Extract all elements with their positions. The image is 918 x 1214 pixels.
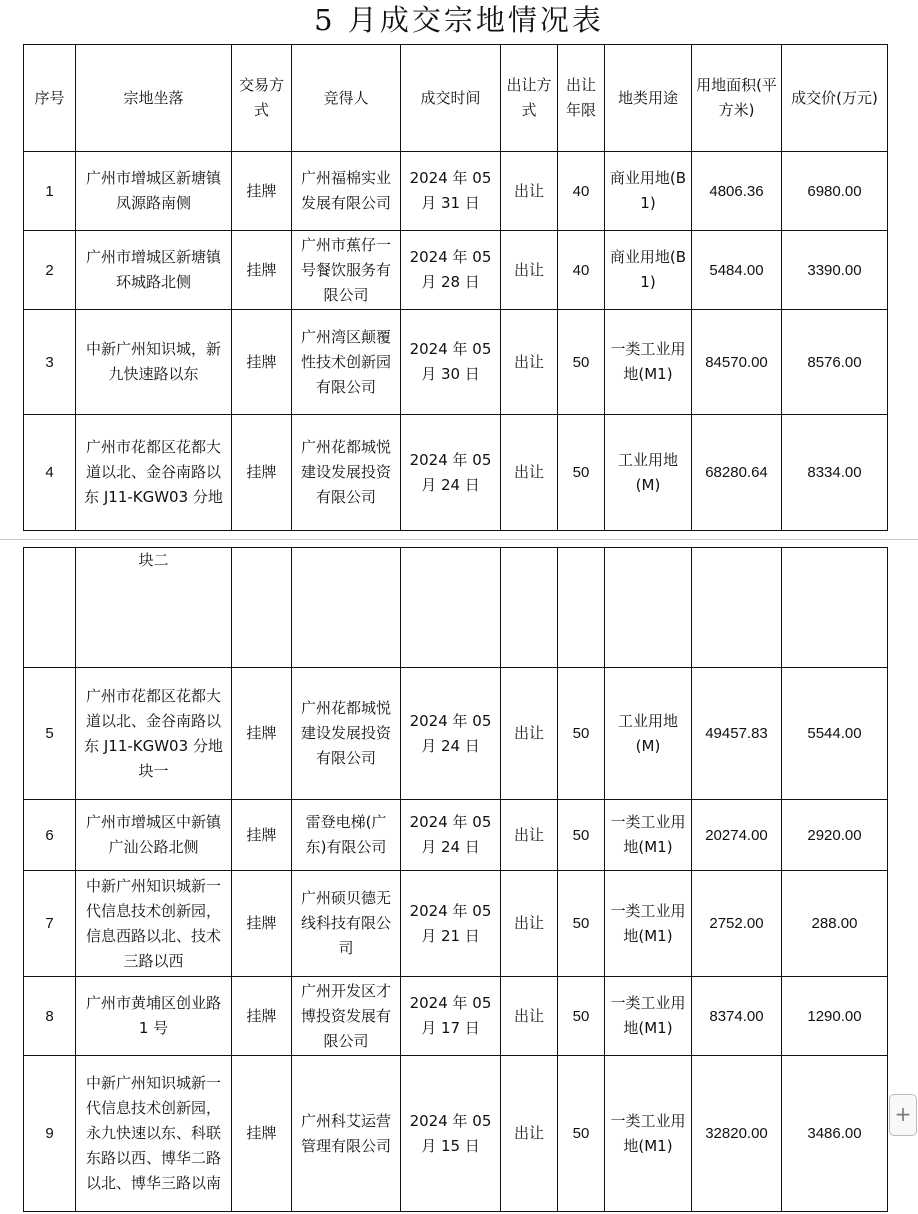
cell-trade: 挂牌	[232, 977, 292, 1056]
header-years: 出让年限	[558, 45, 605, 152]
cell-time: 2024 年 05 月 17 日	[401, 977, 501, 1056]
cell-bidder: 广州硕贝德无线科技有限公司	[292, 871, 401, 977]
cell-transfer: 出让	[501, 668, 558, 800]
cell-area: 5484.00	[692, 231, 782, 310]
cell-location: 广州市增城区新塘镇凤源路南侧	[76, 152, 232, 231]
cell-bidder: 广州花都城悦建设发展投资有限公司	[292, 415, 401, 531]
table-row	[24, 977, 888, 1056]
cell-empty	[232, 548, 292, 668]
table-row	[24, 1056, 888, 1212]
cell-years: 50	[558, 1056, 605, 1212]
cell-price: 8576.00	[782, 310, 888, 415]
table-row	[24, 668, 888, 800]
cell-seq: 9	[24, 1056, 76, 1212]
cell-price: 2920.00	[782, 800, 888, 871]
cell-seq: 4	[24, 415, 76, 531]
cell-seq: 6	[24, 800, 76, 871]
cell-trade: 挂牌	[232, 310, 292, 415]
cell-empty	[401, 548, 501, 668]
page-title: 5 月成交宗地情况表	[314, 3, 604, 37]
cell-transfer: 出让	[501, 800, 558, 871]
cell-usage: 一类工业用地(M1)	[605, 310, 692, 415]
cell-usage: 一类工业用地(M1)	[605, 977, 692, 1056]
cell-bidder: 广州市蕉仔一号餐饮服务有限公司	[292, 231, 401, 310]
cell-price: 5544.00	[782, 668, 888, 800]
cell-usage: 工业用地(M)	[605, 668, 692, 800]
cell-price: 6980.00	[782, 152, 888, 231]
cell-transfer: 出让	[501, 310, 558, 415]
table-row	[24, 871, 888, 977]
cell-location: 中新广州知识城新一代信息技术创新园，永九快速以东、科联东路以西、博华二路以北、博华三路以南	[76, 1056, 232, 1212]
cell-years: 50	[558, 310, 605, 415]
header-area: 用地面积(平方米)	[692, 45, 782, 152]
cell-area: 8374.00	[692, 977, 782, 1056]
cell-trade: 挂牌	[232, 231, 292, 310]
cell-bidder: 广州湾区颠覆性技术创新园有限公司	[292, 310, 401, 415]
cell-empty	[692, 548, 782, 668]
header-time: 成交时间	[401, 45, 501, 152]
land-deal-table-page2	[23, 547, 888, 1212]
cell-time: 2024 年 05 月 21 日	[401, 871, 501, 977]
cell-transfer: 出让	[501, 1056, 558, 1212]
cell-bidder: 广州花都城悦建设发展投资有限公司	[292, 668, 401, 800]
header-seq: 序号	[24, 45, 76, 152]
cell-time: 2024 年 05 月 30 日	[401, 310, 501, 415]
cell-price: 1290.00	[782, 977, 888, 1056]
cell-seq: 1	[24, 152, 76, 231]
header-price: 成交价(万元)	[782, 45, 888, 152]
cell-years: 50	[558, 415, 605, 531]
cell-seq: 8	[24, 977, 76, 1056]
cell-years: 50	[558, 977, 605, 1056]
cell-location: 广州市花都区花都大道以北、金谷南路以东 J11-KGW03 分地	[76, 415, 232, 531]
header-trade: 交易方式	[232, 45, 292, 152]
cell-empty	[292, 548, 401, 668]
cell-trade: 挂牌	[232, 871, 292, 977]
page-break-line	[0, 539, 918, 540]
cell-usage: 工业用地(M)	[605, 415, 692, 531]
cell-transfer: 出让	[501, 871, 558, 977]
cell-area: 68280.64	[692, 415, 782, 531]
cell-transfer: 出让	[501, 231, 558, 310]
cell-empty	[24, 548, 76, 668]
cell-usage: 一类工业用地(M1)	[605, 1056, 692, 1212]
header-location: 宗地坐落	[76, 45, 232, 152]
cell-area: 2752.00	[692, 871, 782, 977]
cell-usage: 商业用地(B1)	[605, 152, 692, 231]
cell-empty	[501, 548, 558, 668]
cell-location: 中新广州知识城新一代信息技术创新园，信息西路以北、技术三路以西	[76, 871, 232, 977]
cell-location: 广州市增城区新塘镇环城路北侧	[76, 231, 232, 310]
cell-bidder: 广州福棉实业发展有限公司	[292, 152, 401, 231]
cell-empty	[782, 548, 888, 668]
cell-trade: 挂牌	[232, 1056, 292, 1212]
cell-empty	[558, 548, 605, 668]
cell-trade: 挂牌	[232, 800, 292, 871]
cell-area: 4806.36	[692, 152, 782, 231]
land-deal-table-page1	[23, 44, 888, 531]
cell-trade: 挂牌	[232, 668, 292, 800]
cell-seq: 3	[24, 310, 76, 415]
cell-time: 2024 年 05 月 31 日	[401, 152, 501, 231]
cell-years: 50	[558, 800, 605, 871]
cell-trade: 挂牌	[232, 415, 292, 531]
cell-seq: 7	[24, 871, 76, 977]
cell-bidder: 雷登电梯(广东)有限公司	[292, 800, 401, 871]
table-row	[24, 415, 888, 531]
header-bidder: 竞得人	[292, 45, 401, 152]
cell-area: 84570.00	[692, 310, 782, 415]
table-row-continuation	[24, 548, 888, 668]
cell-trade: 挂牌	[232, 152, 292, 231]
cell-transfer: 出让	[501, 152, 558, 231]
cell-time: 2024 年 05 月 15 日	[401, 1056, 501, 1212]
cell-area: 20274.00	[692, 800, 782, 871]
header-transfer: 出让方式	[501, 45, 558, 152]
cell-price: 288.00	[782, 871, 888, 977]
cell-area: 49457.83	[692, 668, 782, 800]
cell-seq: 5	[24, 668, 76, 800]
cell-years: 40	[558, 152, 605, 231]
cell-bidder: 广州科艾运营管理有限公司	[292, 1056, 401, 1212]
cell-price: 3390.00	[782, 231, 888, 310]
cell-location: 广州市黄埔区创业路 1 号	[76, 977, 232, 1056]
table-header-row	[24, 45, 888, 152]
cell-usage: 一类工业用地(M1)	[605, 871, 692, 977]
cell-time: 2024 年 05 月 24 日	[401, 800, 501, 871]
cell-bidder: 广州开发区才博投资发展有限公司	[292, 977, 401, 1056]
cell-time: 2024 年 05 月 24 日	[401, 668, 501, 800]
cell-price: 8334.00	[782, 415, 888, 531]
cell-years: 50	[558, 871, 605, 977]
cell-time: 2024 年 05 月 24 日	[401, 415, 501, 531]
header-usage: 地类用途	[605, 45, 692, 152]
cell-seq: 2	[24, 231, 76, 310]
table-row	[24, 152, 888, 231]
cell-usage: 商业用地(B1)	[605, 231, 692, 310]
cell-location: 中新广州知识城，新九快速路以东	[76, 310, 232, 415]
cell-years: 50	[558, 668, 605, 800]
cell-area: 32820.00	[692, 1056, 782, 1212]
cell-transfer: 出让	[501, 415, 558, 531]
table-row	[24, 310, 888, 415]
cell-time: 2024 年 05 月 28 日	[401, 231, 501, 310]
cell-location: 广州市花都区花都大道以北、金谷南路以东 J11-KGW03 分地块一	[76, 668, 232, 800]
cell-location-continuation: 块二	[76, 548, 232, 668]
cell-empty	[605, 548, 692, 668]
cell-transfer: 出让	[501, 977, 558, 1056]
cell-years: 40	[558, 231, 605, 310]
cell-usage: 一类工业用地(M1)	[605, 800, 692, 871]
table-row	[24, 800, 888, 871]
table-row	[24, 231, 888, 310]
add-button[interactable]: +	[889, 1094, 917, 1136]
cell-location: 广州市增城区中新镇广汕公路北侧	[76, 800, 232, 871]
cell-price: 3486.00	[782, 1056, 888, 1212]
